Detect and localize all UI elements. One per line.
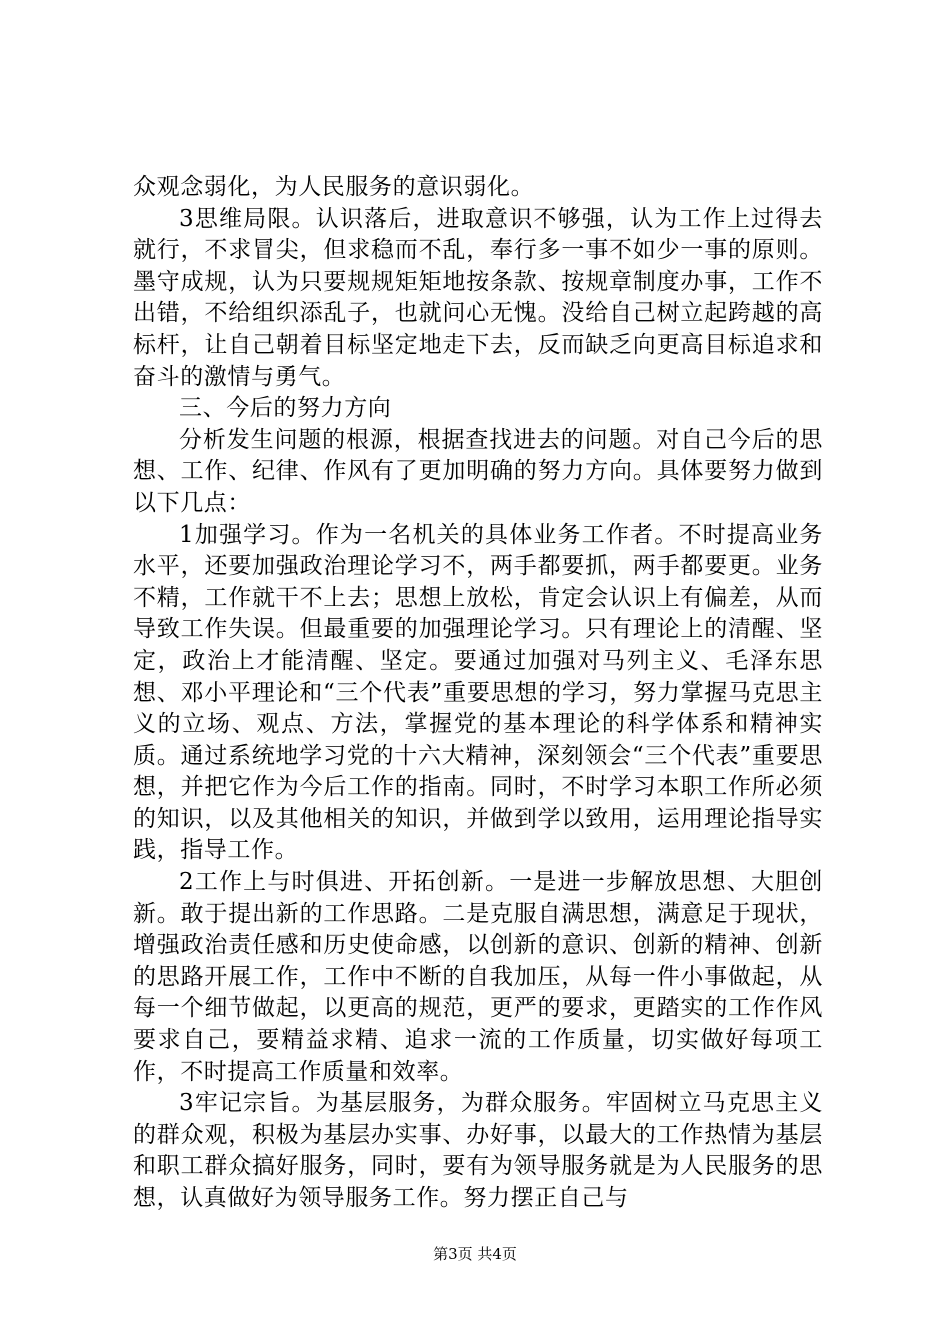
paragraph-strengthen-study: 1加强学习。作为一名机关的具体业务工作者。不时提高业务水平，还要加强政治理论学习不，两手都要抓，两手都要更。业务不精，工作就干不上去；思想上放松，肯定会认识上有偏差，从而导致工作失误。但最重要的加强理论学习。只有理论上的清醒、坚定，政治上才能清醒、坚定。要通过加强对马列主义、毛泽东思想、邓小平理论和“三个代表”重要思想的学习，努力掌握马克思主义的立场、观点、方法，掌握党的基本理论的科学体系和精神实质。通过系统地学习党的十六大精神，深刻领会“三个代表”重要思想，并把它作为今后工作的指南。同时，不时学习本职工作所必须的知识，以及其他相关的知识，并做到学以致用，运用理论指导实践，指导工作。 — [133, 521, 823, 864]
section-heading-future-direction: 三、今后的努力方向 — [179, 395, 392, 422]
paragraph-thinking-limitation: 3思维局限。认识落后，进取意识不够强，认为工作上过得去就行，不求冒尖，但求稳而不乱，奉行多一事不如少一事的原则。墨守成规，认为只要规规矩矩地按条款、按规章制度办事，工作不出错，不给组织添乱子，也就问心无愧。没给自己树立起跨越的高标杆，让自己朝着目标坚定地走下去，反而缺乏向更高目标追求和奋斗的激情与勇气。 — [133, 205, 823, 390]
document-body — [133, 172, 823, 1215]
paragraph-innovation: 2工作上与时俱进、开拓创新。一是进一步解放思想、大胆创新。敢于提出新的工作思路。二是克服自满思想，满意足于现状，增强政治责任感和历史使命感，以创新的意识、创新的精神、创新的思路开展工作，工作中不断的自我加压，从每一件小事做起，从每一个细节做起，以更高的规范，更严的要求，更踏实的工作作风要求自己，要精益求精、追求一流的工作质量，切实做好每项工作，不时提高工作质量和效率。 — [133, 869, 823, 1085]
page-number: 第3页 共4页 — [433, 1245, 517, 1263]
page-footer — [0, 1244, 950, 1264]
paragraph-continuation: 众观念弱化，为人民服务的意识弱化。 — [133, 174, 535, 200]
paragraph-remember-purpose: 3牢记宗旨。为基层服务，为群众服务。牢固树立马克思主义的群众观，积极为基层办实事、办好事，以最大的工作热情为基层和职工群众搞好服务，同时，要有为领导服务就是为人民服务的思想，认真做好为领导服务工作。努力摆正自己与 — [133, 1090, 823, 1211]
paragraph-analysis: 分析发生问题的根源，根据查找进去的问题。对自己今后的思想、工作、纪律、作风有了更加明确的努力方向。具体要努力做到以下几点： — [133, 426, 823, 516]
